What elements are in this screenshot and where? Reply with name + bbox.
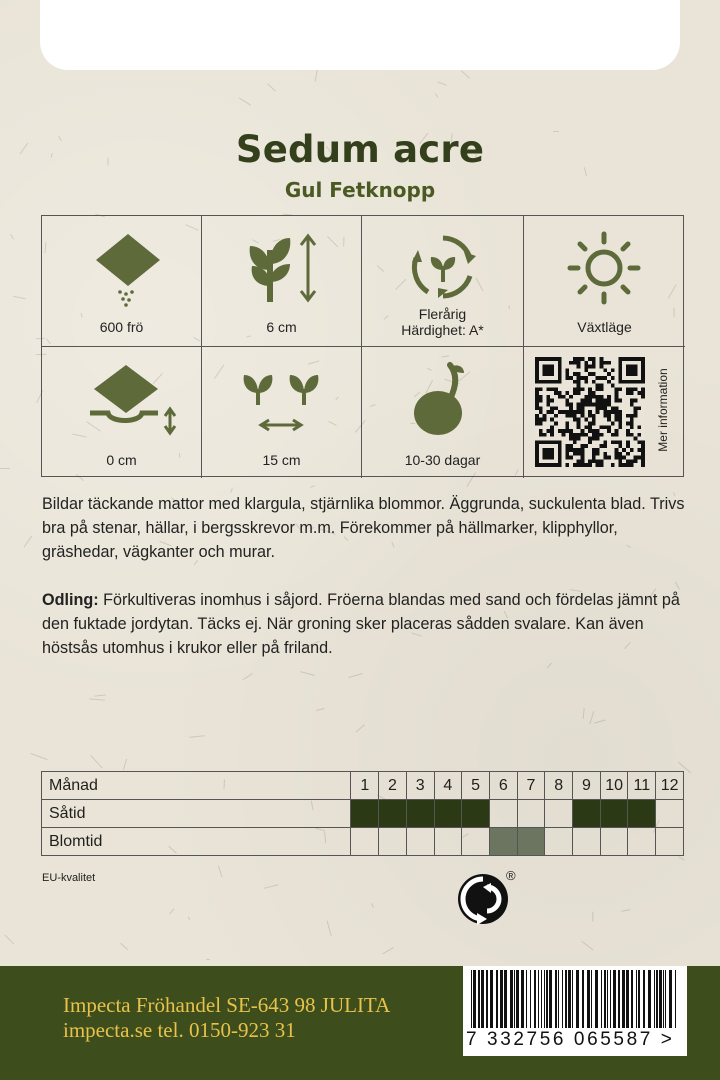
- paper-fiber: [89, 699, 105, 701]
- month-4: 4: [434, 772, 462, 800]
- paper-fiber: [239, 97, 251, 105]
- paper-fiber: [621, 909, 630, 912]
- sow-cell: [628, 800, 656, 828]
- cultivation-body: Förkultiveras inomhus i såjord. Fröerna blandas med sand och fördelas jämnt på den fuktade jordytan. Täcks ej. När groning sker placeras sådden svalare. Kan även höstsås utomhus i krukor eller på friland.: [42, 591, 680, 657]
- sow-cell: [545, 800, 573, 828]
- paper-fiber: [461, 70, 470, 78]
- sow-cell: [434, 800, 462, 828]
- depth-label: 0 cm: [106, 452, 137, 468]
- paper-fiber: [581, 941, 593, 951]
- paper-fiber: [583, 708, 585, 719]
- hardiness-label: Härdighet: A*: [401, 322, 484, 338]
- paper-fiber: [217, 866, 222, 878]
- paper-fiber: [316, 708, 325, 711]
- sow-cell: [406, 800, 434, 828]
- sow-label: Såtid: [42, 800, 351, 828]
- paper-fiber: [120, 943, 128, 951]
- sow-cell: [462, 800, 490, 828]
- perennial-cycle-icon: [408, 232, 478, 302]
- paper-fiber: [326, 921, 331, 937]
- barcode-bars: [463, 966, 687, 1030]
- paper-fiber: [310, 485, 315, 488]
- registered-mark: ®: [506, 868, 516, 883]
- company-contact: impecta.se tel. 0150-923 31: [63, 1018, 296, 1042]
- plant-height-icon: [244, 230, 324, 306]
- spacing-cell: [202, 347, 362, 478]
- paper-fiber: [13, 296, 26, 299]
- cultivation-label: Odling:: [42, 591, 99, 609]
- info-icon-grid: [41, 215, 684, 477]
- sow-cell: [656, 800, 684, 828]
- bloom-cell: [406, 828, 434, 856]
- sow-cell: [600, 800, 628, 828]
- seed-packet-icon: [88, 230, 168, 310]
- perennial-cell: [362, 216, 524, 347]
- month-1: 1: [351, 772, 379, 800]
- calendar-header-row: [42, 772, 684, 800]
- month-6: 6: [489, 772, 517, 800]
- paper-fiber: [94, 694, 106, 696]
- paper-fiber: [371, 903, 374, 908]
- cultivation-text: [42, 588, 687, 660]
- bloom-cell: [489, 828, 517, 856]
- paper-fiber: [90, 756, 102, 769]
- paper-fiber: [123, 759, 127, 771]
- sow-cell: [379, 800, 407, 828]
- sun-icon: [566, 230, 642, 306]
- green-dot-recycle-icon: [457, 873, 509, 925]
- paper-fiber: [593, 911, 594, 921]
- hang-tab: [40, 0, 680, 70]
- location-label: Växtläge: [577, 319, 632, 335]
- month-3: 3: [406, 772, 434, 800]
- sow-cell: [517, 800, 545, 828]
- eu-quality-label: EU-kvalitet: [42, 872, 96, 884]
- paper-fiber: [348, 673, 363, 678]
- germination-sprout-icon: [410, 359, 480, 439]
- paper-fiber: [678, 856, 685, 861]
- month-9: 9: [573, 772, 601, 800]
- sow-cell: [351, 800, 379, 828]
- calendar-row-sow: [42, 800, 684, 828]
- bloom-label: Blomtid: [42, 828, 351, 856]
- seeds-cell: [42, 216, 202, 347]
- paper-fiber: [4, 935, 14, 945]
- month-10: 10: [600, 772, 628, 800]
- paper-fiber: [434, 94, 438, 99]
- germination-label: 10-30 dagar: [404, 452, 481, 468]
- paper-fiber: [547, 663, 552, 669]
- calendar-row-bloom: [42, 828, 684, 856]
- location-cell: [524, 216, 685, 347]
- perennial-label: Flerårig: [418, 306, 467, 322]
- paper-fiber: [23, 536, 32, 548]
- sow-cell: [573, 800, 601, 828]
- paper-fiber: [382, 947, 394, 954]
- paper-fiber: [265, 884, 279, 888]
- paper-fiber: [300, 671, 314, 676]
- company-address: Impecta Fröhandel SE-643 98 JULITA: [63, 993, 391, 1017]
- description-text: Bildar täckande mattor med klargula, stjärnlika blommor. Äggrunda, suckulenta blad. Trivs bra på stenar, hällar, i bergsskrevor m.m. Förekommer på hällmarker, klipphyllor, gräshedar, vägkanter och murar.: [42, 495, 685, 561]
- paper-fiber: [31, 753, 48, 760]
- more-info-label: Mer information: [656, 368, 670, 452]
- paper-fiber: [206, 958, 210, 959]
- paper-fiber: [0, 468, 10, 469]
- depth-cell: [42, 347, 202, 478]
- paper-fiber: [189, 735, 205, 738]
- barcode-number: 7 332756 065587 >: [466, 1028, 684, 1052]
- germination-cell: [362, 347, 524, 478]
- month-12: 12: [656, 772, 684, 800]
- paper-fiber: [437, 81, 446, 85]
- bloom-cell: [379, 828, 407, 856]
- sowing-calendar: [41, 771, 684, 856]
- seed-count: 600 frö: [99, 319, 144, 335]
- month-11: 11: [628, 772, 656, 800]
- sow-cell: [489, 800, 517, 828]
- height-label: 6 cm: [266, 319, 297, 335]
- paper-fiber: [594, 719, 606, 723]
- paper-fiber: [10, 233, 14, 238]
- month-7: 7: [517, 772, 545, 800]
- paper-fiber: [355, 724, 365, 733]
- height-cell: [202, 216, 362, 347]
- bloom-cell: [517, 828, 545, 856]
- paper-fiber: [169, 908, 175, 914]
- bloom-cell: [573, 828, 601, 856]
- qr-code-icon[interactable]: [535, 357, 645, 467]
- bloom-cell: [545, 828, 573, 856]
- spacing-label: 15 cm: [262, 452, 301, 468]
- month-header: Månad: [42, 772, 351, 800]
- bloom-cell: [351, 828, 379, 856]
- month-5: 5: [462, 772, 490, 800]
- bloom-cell: [600, 828, 628, 856]
- paper-fiber: [267, 83, 276, 91]
- month-8: 8: [545, 772, 573, 800]
- paper-fiber: [242, 672, 252, 679]
- bloom-cell: [628, 828, 656, 856]
- page-subtitle: Gul Fetknopp: [284, 178, 436, 202]
- page-title: Sedum acre: [235, 128, 485, 171]
- bloom-cell: [462, 828, 490, 856]
- bloom-cell: [656, 828, 684, 856]
- bloom-cell: [434, 828, 462, 856]
- month-2: 2: [379, 772, 407, 800]
- sowing-depth-icon: [82, 361, 182, 441]
- paper-fiber: [187, 917, 190, 921]
- plant-spacing-icon: [236, 367, 326, 437]
- qr-cell: [524, 347, 685, 478]
